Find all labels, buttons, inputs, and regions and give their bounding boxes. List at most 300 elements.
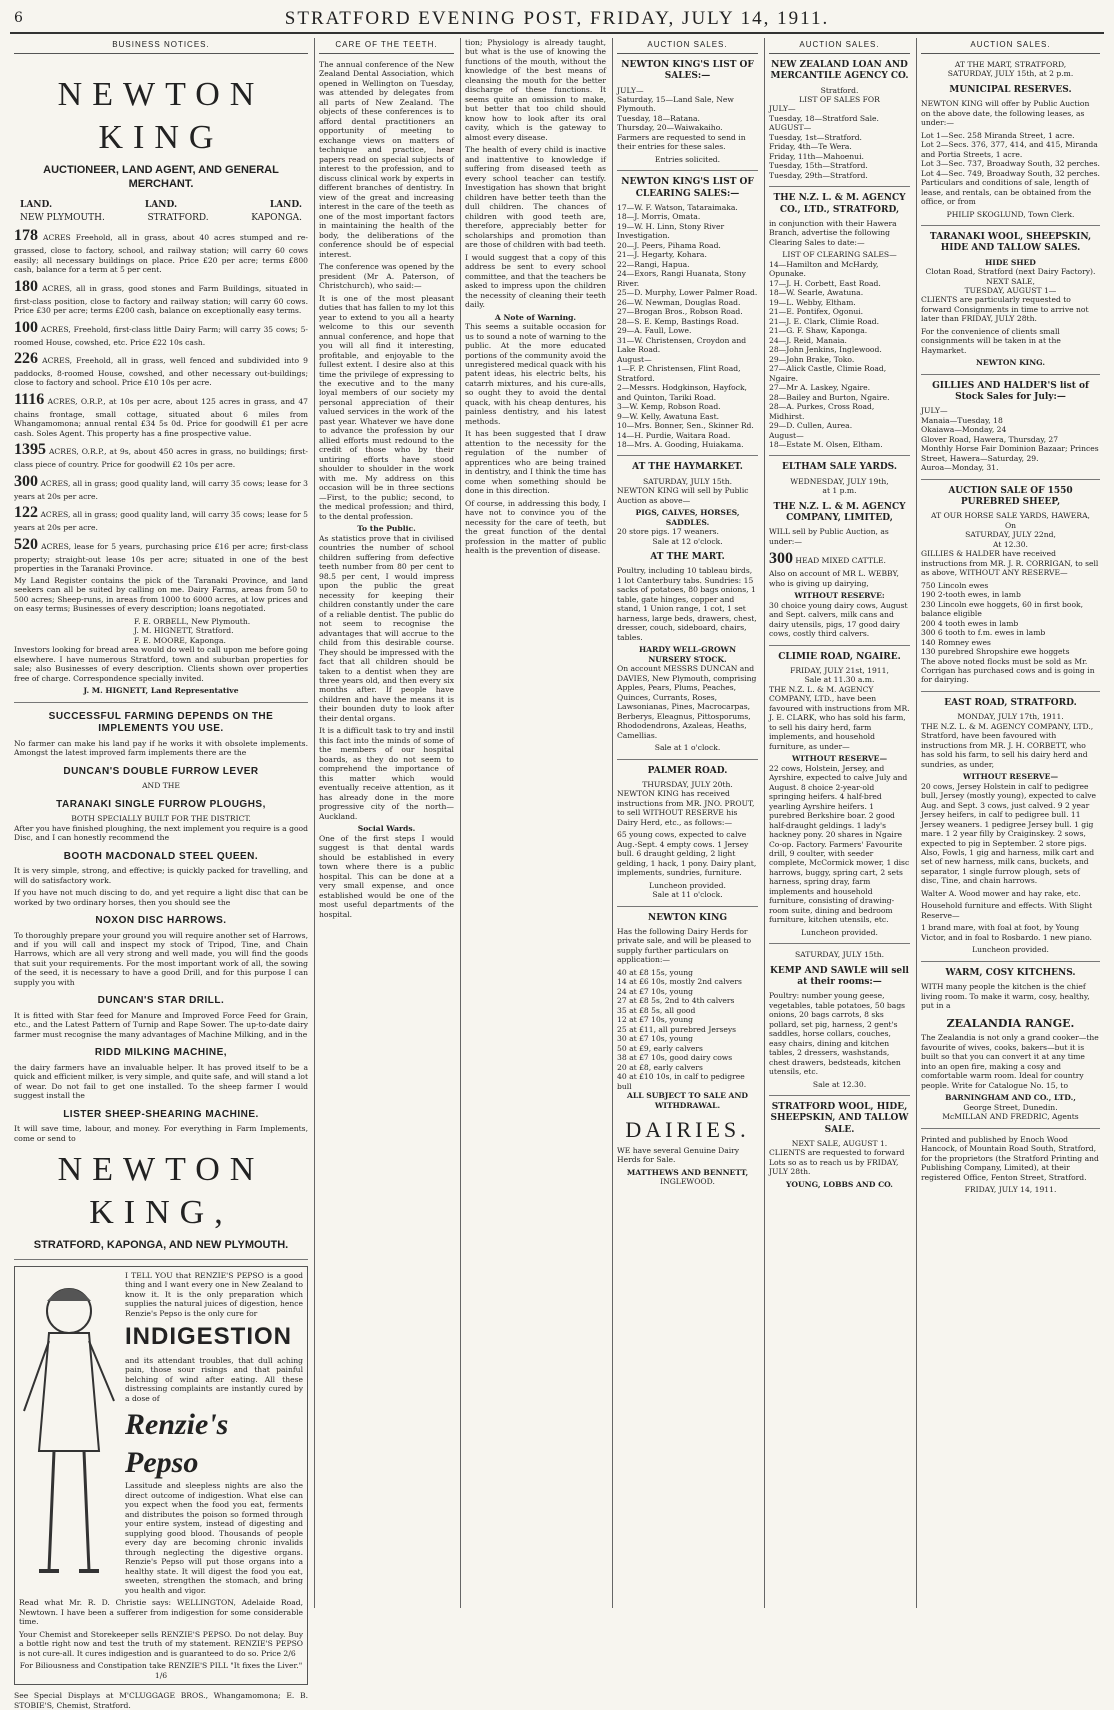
entries-solicited: Entries solicited.	[654, 154, 721, 164]
above-flocks-text: The above noted flocks must be sold as Mr. Corrigan has purchased cows and is going in for dairying.	[921, 656, 1095, 685]
kemp-sawle-heading: KEMP AND SAWLE will sell at their rooms:—	[770, 965, 909, 988]
divider	[14, 1259, 308, 1260]
star-drill-heading: DUNCAN'S STAR DRILL.	[97, 995, 225, 1007]
next-sale: NEXT SALE,	[986, 276, 1035, 286]
newton-king-footer-name: NEWTON KING,	[57, 1151, 265, 1231]
month-label: JULY—	[921, 406, 948, 416]
agent-line: F. E. MOORE, Kaponga.	[134, 635, 226, 645]
place-label: NEW PLYMOUTH.	[20, 212, 105, 223]
sale-line: Saturday, 15—Land Sale, New Plymouth.	[617, 94, 734, 114]
auction-sales-header: AUCTION SALES.	[617, 38, 758, 54]
sale-line: 21—J. Hegarty, Kohara.	[617, 250, 707, 260]
land-lot	[14, 277, 308, 316]
article-paragraph: tion; Physiology is already taught, but what is the use of knowing the functions of the mouth, without the knowledge of the best means of cleansing the mouth for the better discharge of these functions. It seems quite an omission to make, but better that too child should know how to look after its oral cavity, which is the gateway to almost every disease.	[465, 38, 606, 142]
divider	[617, 170, 758, 171]
article-paragraph: The health of every child is inactive and inattentive to knowledge if suffering from diseased teeth as every school teacher can testify. Investigation has shown that bright children have better teeth than the dull children. The chances of children with good teeth are, therefore, appreciably better for scholarships and promotion than are those of children with bad teeth.	[465, 145, 606, 250]
dairies-heading: DAIRIES.	[625, 1117, 750, 1143]
herd-line: 25 at £11, all purebred Jerseys	[617, 1024, 737, 1034]
nzlm-heading: THE N.Z. L. & M. AGENCY COMPANY, LIMITED,	[773, 501, 906, 523]
subject-note: ALL SUBJECT TO SALE AND WITHDRAWAL.	[627, 1091, 748, 1110]
sale-line: Tuesday, 29th—Stratford.	[769, 170, 868, 180]
lot-acres: 1116	[14, 390, 45, 408]
care-of-teeth-column	[314, 38, 458, 1608]
lot-acres: 180	[14, 277, 38, 295]
wool-sale-heading: STRATFORD WOOL, HIDE, SHEEPSKIN, AND TALLOW SALE.	[770, 1102, 909, 1135]
sale-line: Auroa—Monday, 31.	[921, 463, 999, 473]
article-paragraph: Of course, in addressing this body, I have not to convince you of the necessity for the care of teeth, but the great function of the dental profession in the matter of public health is the prevention of disease.	[465, 498, 606, 556]
divider	[14, 702, 308, 703]
lot-text: ACRES, all in grass; good quality land, will carry 35 cows; lease for 3 years at 20s per acre.	[14, 478, 308, 501]
nursery-text: On account MESSRS DUNCAN and DAVIES, New Plymouth, comprising Apples, Pears, Plums, Peaches, Quinces, Currants, Roses, Lawsonianas, Pines, Macrocarpas, Berberys, Eleagnus, Pittosporums, Rhododendrons, Azaleas, Heaths, Camellias.	[617, 664, 757, 740]
month-label: JULY—	[617, 85, 644, 95]
agents-list	[14, 617, 308, 645]
divider	[921, 691, 1100, 692]
divider	[769, 645, 910, 646]
places-row	[20, 213, 302, 224]
climie-heading: CLIMIE ROAD, NGAIRE.	[778, 651, 901, 662]
mart-heading: AT THE MART, STRATFORD,	[954, 60, 1067, 69]
cattle-line	[769, 549, 910, 569]
without-reserve: WITHOUT RESERVE—	[791, 754, 888, 764]
investors-text: Investors looking for bread area would do well to call upon me before going elsewhere. I have numerous Stratford, town and suburban properties for sale; also Businesses of every description. Clients shown over properties free of charge. Correspondence specially invited.	[14, 645, 308, 683]
sale-time: At 12.30.	[993, 539, 1028, 549]
month-label: JULY—	[769, 104, 796, 114]
herd-line: 24 at £7 10s, young	[617, 986, 694, 996]
indigestion-heading: INDIGESTION	[125, 1322, 293, 1350]
sale-date: MONDAY, JULY 17th, 1911.	[957, 712, 1064, 722]
sale-date: SATURDAY, JULY 15th.	[794, 950, 885, 960]
divider	[769, 186, 910, 187]
if-you-text: If you have not much discing to do, and yet require a light disc that can be worked by two ordinary horses, then you should see the	[14, 888, 308, 907]
sale-line: 21—E. Pontifex, Ogonui.	[769, 307, 864, 317]
sale-line: Monthly Horse Fair Dominion Bazaar; Princes Street, Hawera—Saturday, 29.	[921, 444, 1099, 463]
place-label: KAPONGA.	[251, 212, 302, 223]
sale-line: 29—John Brake, Toko.	[769, 354, 855, 364]
lot-text: ACRES, lease for 5 years, purchasing price £16 per acre; first-class property; straight-out lease 10s per acre; situated in one of the best properties in the Taranaki Province.	[14, 541, 308, 574]
luncheon-note: Luncheon provided.	[801, 927, 878, 937]
stratford-label: Stratford.	[820, 85, 859, 95]
month-label: August—	[617, 354, 652, 364]
divider	[617, 455, 758, 456]
inglewood: INGLEWOOD.	[660, 1177, 715, 1187]
sale-line: 20—J. Peers, Pihama Road.	[617, 240, 721, 250]
zealandia-text: The Zealandia is not only a grand cooker—the favourite of wives, cooks, bakers—but it is built so that you can convert it at any time into an open fire, making a cosy and comfortable warm room. Ideal for country people. Write for Catalogue No. 15, to	[921, 1033, 1099, 1090]
nursery-heading: HARDY WELL-GROWN NURSERY STOCK.	[638, 645, 737, 664]
land-lot	[14, 503, 308, 532]
kemp-text: Poultry: number young geese, vegetables, table potatoes, 50 bags onions, 20 bags carrots, 8 sks pollard, set pig, harness, 2 gent's saddles, horse collars, couches, easy chairs, dining and kitchen tables, 2 dressers, washstands, chest drawers, bedsteads, kitchen utensils, etc.	[769, 991, 906, 1077]
sale-line: 1—F. P. Christensen, Flint Road, Stratford.	[617, 364, 741, 383]
conditions-text: Particulars and conditions of sale, length of lease, and rentals, can be obtained from the office, or from	[921, 178, 1092, 207]
will-sell-text: WILL sell by Public Auction, as under:—	[769, 527, 889, 546]
sale-line: 21—G. F. Shaw, Kaponga.	[769, 326, 868, 336]
sale-line: 17—W. F. Watson, Tataraimaka.	[617, 202, 738, 212]
lot-acres: 300	[14, 472, 38, 490]
auction-sales-header: AUCTION SALES.	[769, 38, 910, 54]
herd-line: 40 at £10 10s, in calf to pedigree bull	[617, 1072, 745, 1091]
pepso-intro: I TELL YOU that RENZIE'S PEPSO is a good thing and I want every one in New Zealand to know it. It is the only preparation which supplies the natural juices of digestion, hence Renzie's Pepso is the only cure for	[125, 1270, 303, 1318]
to-the-public-heading: To the Public.	[357, 524, 416, 534]
sheep-line: 140 Romney ewes	[921, 637, 991, 647]
herd-line: 20 at £8, early calvers	[617, 1062, 703, 1072]
divider	[921, 1128, 1100, 1129]
newspaper-title: STRATFORD EVENING POST, FRIDAY, JULY 14, 1911.	[284, 8, 830, 29]
divider	[769, 1095, 910, 1096]
next-sale: NEXT SALE, AUGUST 1.	[791, 1138, 888, 1148]
land-lot	[14, 226, 308, 274]
nz-loan-heading: NEW ZEALAND LOAN AND MERCANTILE AGENCY CO.	[770, 60, 909, 82]
poultry-text: Poultry, including 10 tableau birds, 1 lot Canterbury tabs. Sundries: 15 sacks of potatoes, 80 bags onions, 1 table, gate hinges, copper and stand, 1 Union range, 1 cot, 1 set harness, large beds, drawers, chest, dresser, couch, sideboard, chairs, tables.	[617, 566, 757, 642]
land-lot	[14, 535, 308, 574]
pepso-letter: Read what Mr. R. D. Christie says: WELLINGTON, Adelaide Road, Newtown. I have been a sufferer from indigestion for some considerable time.	[19, 1598, 303, 1627]
nk-sales-list-title: NEWTON KING'S LIST OF SALES:—	[621, 60, 754, 82]
sale-line: 18—J. Morris, Omata.	[617, 212, 701, 222]
divider	[921, 961, 1100, 962]
auction-sales-header: AUCTION SALES.	[921, 38, 1100, 54]
nk-clearing-title: NEWTON KING'S LIST OF CLEARING SALES:—	[621, 177, 754, 199]
land-register-text: My Land Register contains the pick of the Taranaki Province, and land seekers can all be suited by calling on me. Dairy Farms, areas from 50 to 500 acres; Sheep-runs, in areas from 1000 to 6000 acres, at low prices and on easy terms; Businesses of every description; loans negotiated.	[14, 575, 308, 614]
imprint-date: FRIDAY, JULY 14, 1911.	[964, 1185, 1057, 1195]
stock-line: 20 store pigs. 17 weaners.	[617, 527, 719, 537]
brand-mare-text: 1 brand mare, with foal at foot, by Young Victor, and in foal to Rosbardo. 1 new piano.	[921, 923, 1092, 942]
sale-line: 24—J. Reid, Manaia.	[769, 335, 847, 345]
no-farmer-text: No farmer can make his land pay if he works it with obsolete implements. Amongst the latest improved farm implements there are the	[14, 738, 308, 758]
lot-text: ACRES, all in grass, good stones and Farm Buildings, situated in first-class position, close to factory and railway station; will carry 60 cows. Price £30 per acre; terms £200 cash, balance on exceptionally easy terms.	[14, 283, 308, 316]
lot-line: Lot 3—Sec. 737, Broadway South, 32 perches.	[921, 159, 1100, 169]
social-wards-heading: Social Wards.	[357, 824, 416, 834]
purebred-sheep-heading: AUCTION SALE OF 1550 PUREBRED SHEEP,	[948, 485, 1073, 507]
sale-line: 17—J. H. Corbett, East Road.	[769, 278, 881, 288]
after-ploughing-text: After you have finished ploughing, the next implement you require is a good Disc, and I can honestly recommend the	[14, 823, 308, 843]
sale-time: Sale at 12.30.	[812, 1079, 867, 1089]
land-lot	[14, 390, 308, 438]
noxon-heading: NOXON DISC HARROWS.	[95, 915, 227, 926]
land-representative: J. M. HIGNETT, Land Representative	[83, 686, 239, 696]
luncheon-note: Luncheon provided.	[649, 880, 726, 890]
place-label: STRATFORD.	[147, 212, 209, 223]
farmers-note: Farmers are requested to send in their entries for these sales.	[617, 132, 746, 152]
clearing-heading: LIST OF CLEARING SALES—	[782, 250, 897, 260]
note-of-warning-heading: A Note of Warning.	[494, 312, 577, 322]
sale-line: 18—Mrs. A. Gooding, Huiakama.	[617, 439, 744, 449]
sale-line: Okaiawa—Monday, 24	[921, 425, 1007, 435]
clark-text: 22 cows, Holstein, Jersey, and Ayrshire, expected to calve July and August. 8 choice 2-year-old springing heifers. 4 half-bred yearling Ayrshire heifers. 1 purebred Berkshire boar. 2 good half-draught geldings. 1 lady's hackney pony. 20 shares in Ngaire Co-op. Factory. Farmers' Favourite drill, 9 coulter, with seeder complete, McCormick mower, 1 disc harrows, buggy, spring cart, 2 sets harness, spring dray, farm implements and household furniture, consisting of drawing-room suite, dining and bedroom furniture, kitchen utensils, etc.	[769, 763, 910, 925]
corbett-text: 20 cows, Jersey Holstein in calf to pedigree bull, Jersey (mostly young), expected to calve Aug. and Sept. 3 cows, just calved. 9 2 year Jersey heifers, in calf to pedigree bull. 11 Jersey weaners. 1 pedigree Jersey bull. 1 gig mare. 1 2 year filly by Craiginskey. 2 sows, expected to pig in September. 2 store pigs. Also, Fowls, 1 gig and harness, milk cart and set of new harness, milk cans, buckets, and separator, 1 single furrow plough, sets of disc, Tine, and chain harrows.	[921, 781, 1097, 886]
palmer-road-heading: PALMER ROAD.	[647, 765, 728, 776]
land-lot	[14, 440, 308, 469]
business-notices-header: BUSINESS NOTICES.	[14, 38, 308, 54]
divider	[617, 759, 758, 760]
special-displays: See Special Displays at M'CLUGGAGE BROS., Whangamomona; E. B. STOBIE'S, Chemist, Stratford.	[14, 1691, 308, 1710]
sale-line: 14—H. Purdie, Waitara Road.	[617, 430, 731, 440]
without-reserve: WITHOUT RESERVE—	[962, 772, 1059, 782]
nk-offer-text: NEWTON KING will offer by Public Auction on the above date, the following leases, as under:—	[921, 99, 1090, 128]
sale-line: August—	[769, 430, 804, 440]
luncheon-note: Luncheon provided.	[972, 945, 1049, 955]
warm-text: WITH many people the kitchen is the chief living room. To make it warm, cosy, healthy, put in a	[921, 982, 1090, 1011]
herd-line: 50 at £9, early calvers	[617, 1043, 703, 1053]
ridd-text: the dairy farmers have an invaluable helper. It has proved itself to be a quick and efficient milker, is very simple, and quite safe, and will stand a lot of wear. Do not fail to get one installed. To the sheep farmer I would suggest install the	[14, 1062, 308, 1101]
page-number: 6	[14, 10, 23, 26]
sale-date: SATURDAY, JULY 22nd,	[965, 530, 1056, 540]
cattle-label: HEAD MIXED CATTLE.	[795, 556, 886, 566]
pepso-body: Lassitude and sleepless nights are also the direct outcome of indigestion. What else can you expect when the food you eat, ferments and distributes the poison so formed through your entire system, instead of digesting and supplying good blood. Thousands of people every day are becoming chronic invalids through neglecting the digestive organs. Renzie's Pepso will put those organs into a healthy state. It will digest the food you eat, sweeten, strengthen the stomach, and bring you health and vigor.	[125, 1481, 303, 1595]
sale-line: 22—Rangi, Hapua.	[617, 259, 690, 269]
and-the-text: AND THE	[142, 781, 180, 791]
newton-king-heading: NEWTON KING	[647, 912, 728, 923]
barningham: BARNINGHAM AND CO., LTD.,	[945, 1093, 1076, 1103]
masthead	[10, 8, 1104, 34]
article-paragraph: As statistics prove that in civilised countries the number of school children suffering from defective teeth number from 80 per cent to 98.5 per cent, I would impress upon the public the great necessity for keeping their children constantly under the care of a reliable dentist. The public do not seem to recognise the advantages that will accrue to the child from this desirable course. They should be impressed with the fact that all children should be taken to a dentist when they are three years old, and then every six months after. If people have children and have the means it is their bounden duty to look after their dental organs.	[319, 533, 454, 723]
article-paragraph: The annual conference of the New Zealand Dental Association, which opened in Wellington on Tuesday, was attended by delegates from all parts of New Zealand. The objects of these conferences is to afford dental practitioners an opportunity of meeting to exchange views on matters of technique and practice, hear papers read on special subjects of interest to the profession, and to discuss clinical work by experts in different branches of dentistry. In view of the great and increasing interest in the care of the teeth as one of the most important factors in maintaining the health of the body, the deliberations of the conference should be of especial interest.	[319, 60, 454, 259]
sheep-line: 200 4 tooth ewes in lamb	[921, 618, 1019, 628]
star-drill-text: It is fitted with Star feed for Manure and Improved Force Feed for Grain, etc., and the Latest Pattern of Turnip and Rape Sower. The up-to-date dairy farmer must recognise the many advantages of Machine Milking, and in the	[14, 1010, 308, 1039]
sale-line: 27—Alick Castle, Climie Road, Ngaire.	[769, 364, 887, 383]
herd-line: 30 at £7 10s, young	[617, 1034, 694, 1044]
cattle-count: 300	[769, 550, 793, 568]
matthews-bennett: MATTHEWS AND BENNETT,	[626, 1167, 749, 1177]
sale-line: 18—Estate M. Olsen, Eltham.	[769, 439, 883, 449]
herd-line: 12 at £7 10s, young	[617, 1015, 694, 1025]
sale-time: Sale at 1 o'clock.	[654, 743, 721, 753]
lot-text: ACRES, all in grass; good quality land, will carry 35 cows; lease for 5 years at 20s per acre.	[14, 510, 308, 533]
sale-line: 21—J. E. Clark, Climie Road.	[769, 316, 880, 326]
lot-acres: 100	[14, 318, 38, 336]
article-paragraph: It has been suggested that I draw attention to the necessity for the regulation of the number of apprentices who are being trained in dentistry, and I think the time has come when something should be done in this direction.	[465, 429, 606, 496]
divider	[921, 225, 1100, 226]
sale-line: 3—W. Kemp, Robson Road.	[617, 402, 721, 412]
lot-text: ACRES, O.R.P., at 9s, about 450 acres in grass, no buildings; first-class piece of country. Price for goodwill £2 10s per acre.	[14, 447, 308, 470]
gillies-halder-text: GILLIES & HALDER have received instructions from MR. J. R. CORRIGAN, to sell as above, WITHOUT ANY RESERVE—	[921, 549, 1099, 578]
man-illustration	[19, 1271, 119, 1591]
gillies-heading: GILLIES AND HALDER'S list of Stock Sales for July:—	[932, 380, 1089, 403]
on-label: On	[1004, 520, 1017, 530]
sale-line: Tuesday, 1st—Stratford.	[769, 132, 862, 142]
article-paragraph: The conference was opened by the president (Mr A. Paterson, of Christchurch), who said:—	[319, 262, 454, 291]
convenience-text: For the convenience of clients small consignments will be taken in at the Haymarket.	[921, 326, 1061, 355]
sheep-line: 190 2-tooth ewes, in lamb	[921, 590, 1021, 600]
nk-auction-text: NEWTON KING will sell by Public Auction as above—	[617, 486, 749, 505]
newton-king-sign: NEWTON KING.	[975, 358, 1046, 368]
sale-time: Sale at 12 o'clock.	[652, 536, 723, 546]
lot-text: ACRES Freehold, all in grass, about 40 acres stumped and re-grassed, close to factory, school, and railway station; will carry 60 cows easily; all necessary buildings on place. Price £20 per acre; terms £800 cash, balance for a term at 5 per cent.	[14, 233, 308, 275]
business-notices-column	[10, 38, 312, 1710]
renzies-pepso-ad	[14, 1266, 308, 1686]
clotan-road: Clotan Road, Stratford (next Dairy Factory).	[925, 267, 1096, 277]
ridd-heading: RIDD MILKING MACHINE,	[94, 1047, 228, 1059]
land-lot	[14, 318, 308, 347]
sale-line: 9—W. Kelly, Awatuna East.	[617, 411, 720, 421]
sale-line: 10—Mrs. Bonner, Sen., Skinner Rd.	[617, 421, 754, 431]
lot-acres: 520	[14, 535, 38, 553]
built-text: BOTH SPECIALLY BUILT FOR THE DISTRICT.	[71, 814, 251, 824]
sale-date: TUESDAY, AUGUST 1—	[964, 285, 1057, 295]
lot-line: Lot 1—Sec. 258 Miranda Street, 1 acre.	[921, 130, 1075, 140]
pepso-close: Your Chemist and Storekeeper sells RENZIE'S PEPSO. Do not delay. Buy a bottle right now and test the truth of my statement. RENZIE'S PEPSO is not cure-all. It cures indigestion and is guaranteed to do so. Price 2/6	[19, 1629, 303, 1658]
sale-line: 2—Messrs. Hodgkinson, Hayfock, and Quinton, Tariki Road.	[617, 383, 747, 402]
herd-line: 40 at £8 15s, young	[617, 967, 694, 977]
webby-text: 30 choice young dairy cows, August and Sept. calvers, milk cans and dairy utensils, pigs, 17 good dairy cows, costly third calvers.	[769, 600, 908, 639]
sale-date: SATURDAY, JULY 15th.	[642, 476, 733, 486]
agent-line: J. M. HIGNETT, Stratford.	[134, 626, 234, 636]
article-paragraph: This seems a suitable occasion for us to sound a note of warning to the public. At the more educated portions of the community avoid the unregistered medical quack with his patent ideas, his electric belts, his catarrh mixtures, and his cure-alls, so ought they to avoid the dental quack, with his cheap dentures, his painless dentistry, and his latest methods.	[465, 322, 606, 426]
sale-date: THURSDAY, JULY 20th.	[642, 779, 733, 789]
article-paragraph: It is a difficult task to try and instil this fact into the minds of some of the members of our hospital boards, as they do not seem to comprehend the importance of this matter which would eventually receive attention, as it has already done in the more progressive city of the north—Auckland.	[319, 726, 454, 821]
sale-line: 14—Hamilton and McHardy, Opunake.	[769, 259, 879, 279]
account-text: Also on account of MR L. WEBBY, who is giving up dairying,	[769, 569, 899, 588]
sale-time: Sale at 11 o'clock.	[652, 890, 723, 900]
zealandia-heading: ZEALANDIA RANGE.	[946, 1016, 1075, 1030]
sale-line: 19—W. H. Linn, Stony River Investigation.	[617, 221, 725, 241]
sale-line: Manaia—Tuesday, 18	[921, 415, 1003, 425]
sale-line: Thursday, 20—Waiwakaiho.	[617, 123, 723, 133]
taranaki-ploughs-heading: TARANAKI SINGLE FURROW PLOUGHS,	[56, 798, 266, 810]
article-paragraph: One of the first steps I would suggest is that dental wards should be established in every town where there is a public hospital. This can be done at a very small expense, and once established would be one of the most useful departments of the hospital.	[319, 833, 454, 919]
sheep-line: 750 Lincoln ewes	[921, 580, 989, 590]
article-paragraph: It is one of the most pleasant duties that has fallen to my lot this year to extend to you all a hearty welcome to this our seventh annual conference, and hope that you will all find it interesting, profitable, and enjoyable to the fullest extent. I desire also at this time the privilege of expressing to the executive and to the many loyal members of our society my personal appreciation of their valued services in the work of the past year. Whatever we have done to advance the profession by our allied efforts must redound to the credit of those who by their untiring efforts have stood shoulder to shoulder in the work with me. My address on this occasion will be in three sections—First, to the public; second, to the medical profession; and third, to the dental profession.	[319, 293, 454, 521]
sale-line: 31—W. Christensen, Croydon and Lake Road.	[617, 335, 747, 355]
sale-line: 28—A. Purkes, Cross Road, Midhirst.	[769, 402, 875, 421]
simple-text: It is very simple, strong, and effective; is quickly packed for travelling, and will do satisfactory work.	[14, 866, 308, 885]
land-label: LAND.	[269, 199, 302, 210]
sale-line: 27—Brogan Bros., Robson Road.	[617, 307, 743, 317]
land-lot	[14, 472, 308, 501]
sale-line: Friday, 11th—Mahoenui.	[769, 151, 864, 161]
lot-acres: 1395	[14, 441, 46, 459]
town-clerk: PHILIP SKOGLUND, Town Clerk.	[946, 209, 1075, 219]
lot-text: ACRES, Freehold, first-class little Dairy Farm; will carry 35 cows; 5-roomed House, cowshed, etc. Price £22 10s cash.	[14, 324, 308, 347]
walter-wood-text: Walter A. Wood mower and hay rake, etc.	[921, 888, 1081, 898]
sale-yards: AT OUR HORSE SALE YARDS, HAWERA,	[931, 511, 1090, 521]
imprint-text: Printed and published by Enoch Wood Hancock, of Mountain Road South, Stratford, for the proprietors (the Stratford Printing and Publishing Company, Limited), at their registered Office, Fenton Street, Stratford.	[921, 1134, 1099, 1182]
auction-sales-column-3	[916, 38, 1104, 1608]
sale-line: 24—Exors, Rangi Huanata, Stony River.	[617, 269, 746, 288]
sale-line: 18—W. Searle, Awatuna.	[769, 288, 864, 298]
sale-line: 26—W. Newman, Douglas Road.	[617, 297, 741, 307]
george-street: George Street, Dunedin.	[963, 1102, 1058, 1112]
lister-text: It will save time, labour, and money. For everything in Farm Implements, come or send to	[14, 1124, 308, 1143]
sale-line: 29—A. Faull, Lowe.	[617, 326, 692, 336]
sale-date: SATURDAY, JULY 15th, at 2 p.m.	[947, 69, 1074, 79]
divider	[921, 479, 1100, 480]
sale-line: 19—L. Webby, Eltham.	[769, 297, 856, 307]
nk-instructions-text: NEWTON KING has received instructions from MR. JNO. PROUT, to sell WITHOUT RESERVE his Dairy Herd, etc., as follows:—	[617, 789, 755, 827]
eltham-heading: ELTHAM SALE YARDS.	[782, 462, 897, 473]
land-lot	[14, 349, 308, 388]
herd-line: 35 at £8 5s, all good	[617, 1005, 696, 1015]
municipal-heading: MUNICIPAL RESERVES.	[949, 84, 1072, 95]
warm-kitchens-heading: WARM, COSY KITCHENS.	[945, 967, 1076, 978]
auction-sales-column-2	[764, 38, 914, 1608]
land-label: LAND.	[20, 199, 53, 210]
agents-line: McMILLAN AND FREDRIC, Agents	[942, 1112, 1079, 1122]
lot-acres: 226	[14, 350, 38, 367]
sale-line: Tuesday, 18—Stratford Sale.	[769, 113, 879, 123]
sale-time: at 1 p.m.	[822, 486, 857, 496]
pepso-text: and its attendant troubles, that dull aching pain, those sour risings and that painful belching of wind after eating. All these distressing complaints are instantly cured by a dose of	[125, 1355, 303, 1403]
herd-line: 27 at £8 5s, 2nd to 4th calvers	[617, 996, 735, 1006]
land-row	[20, 200, 302, 211]
sale-date: WEDNESDAY, JULY 19th,	[790, 476, 889, 486]
land-label: LAND.	[144, 199, 178, 210]
hide-shed: HIDE SHED	[985, 257, 1036, 267]
household-text: Household furniture and effects. With Slight Reserve—	[921, 901, 1093, 920]
duncan-lever-heading: DUNCAN'S DOUBLE FURROW LEVER	[63, 765, 259, 777]
harrows-text: To thoroughly prepare your ground you will require another set of Harrows, and if you will call and inspect my stock of Tripod, Tine, and Chain Harrows, which are all very strong and well made, you will find the goods that suit your requirements. For the most important work of all, the sowing of the seed, it is necessary to have a good Drill, and for this purpose I can supply you with	[14, 930, 308, 987]
without-reserve: WITHOUT RESERVE:	[794, 591, 885, 601]
dairies-text: WE have several Genuine Dairy Herds for Sale.	[617, 1145, 740, 1165]
sale-line: Tuesday, 18—Ratana.	[617, 113, 700, 123]
booth-macdonald-heading: BOOTH MACDONALD STEEL QUEEN.	[63, 850, 259, 862]
divider	[617, 906, 758, 907]
sale-line: 27—Mr A. Laskey, Ngaire.	[769, 383, 871, 393]
sale-line: Tuesday, 15th—Stratford.	[769, 161, 868, 171]
taranaki-wool-heading: TARANAKI WOOL, SHEEPSKIN, HIDE AND TALLOW SALES.	[929, 232, 1092, 254]
pepso-liver: For Biliousness and Constipation take RENZIE'S PILL "It fixes the Liver." 1/6	[19, 1661, 303, 1680]
nzlm-text: THE N.Z. L. & M. AGENCY COMPANY, LTD., Stratford, have been favoured with instructions from MR. J. H. CORBETT, who has sold his farm, to sell his dairy herd and sundries, as under,	[921, 721, 1094, 769]
sale-line: 28—Bailey and Burton, Ngaire.	[769, 392, 890, 402]
newton-king-footer-places: STRATFORD, KAPONGA, AND NEW PLYMOUTH.	[33, 1239, 289, 1252]
renzies-pepso-brand: Renzie's Pepso	[125, 1408, 229, 1479]
haymarket-heading: AT THE HAYMARKET.	[632, 462, 743, 473]
lot-text: ACRES, O.R.P., at 10s per acre, about 125 acres in grass, and 47 chains frontage, small cottage, situated about 6 miles from Whangamomona; annual rental £34 5s 0d. Price for goodwill £1 per acre cash. Soles Agent. This property has a fine prospective value.	[14, 396, 308, 438]
care-of-teeth-header: CARE OF THE TEETH.	[319, 38, 454, 54]
at-the-mart-heading: AT THE MART.	[650, 552, 725, 563]
lot-acres: 178	[14, 227, 38, 245]
lot-acres: 122	[14, 504, 38, 522]
auction-sales-column-1	[612, 38, 762, 1608]
article-paragraph: I would suggest that a copy of this address be sent to every school committee, and that the teachers be asked to impress upon the children the necessity of cleaning their teeth daily.	[465, 252, 606, 310]
sale-line: Friday, 4th—Te Wera.	[769, 142, 852, 152]
pigs-heading: PIGS, CALVES, HORSES, SADDLES.	[635, 508, 740, 527]
sale-date: FRIDAY, JULY 21st, 1911,	[790, 665, 889, 675]
newton-king-role: AUCTIONEER, LAND AGENT, AND GENERAL MERCHANT.	[43, 164, 279, 191]
herds-text: Has the following Dairy Herds for private sale, and will be pleased to supply further particulars on application:—	[617, 926, 752, 965]
sheep-line: 230 Lincoln ewe hoggets, 60 in first book, balance eligible	[921, 599, 1084, 619]
sheep-line: 300 6 tooth to f.m. ewes in lamb	[921, 628, 1046, 638]
divider	[921, 374, 1100, 375]
sale-line: Glover Road, Hawera, Thursday, 27	[921, 434, 1059, 444]
sale-line: AUGUST—	[769, 123, 812, 133]
nzlm-text: THE N.Z. L. & M. AGENCY COMPANY, LTD., have been favoured with instructions from MR. J. E. CLARK, who has sold his farm, to sell his dairy herd, farm implements, and household furniture, as under—	[769, 684, 910, 751]
herd-text: 65 young cows, expected to calve Aug.-Sept. 4 empty cows. 1 Jersey bull. 6 draught gelding, 2 light gelding, 1 hack, 1 pony. Dairy plant, implements, sundries, furniture.	[617, 830, 757, 878]
sale-line: 25—D. Murphy, Lower Palmer Road.	[617, 288, 758, 298]
herd-line: 14 at £6 10s, mostly 2nd calvers	[617, 977, 742, 987]
nzlm-heading: THE N.Z. L. & M. AGENCY CO., LTD., STRATFORD,	[773, 193, 906, 215]
divider	[769, 455, 910, 456]
successful-farming-heading: SUCCESSFUL FARMING DEPENDS ON THE IMPLEMENTS YOU USE.	[48, 710, 274, 735]
newton-king-ad	[14, 74, 308, 696]
divider	[769, 943, 910, 944]
sheep-line: 130 purebred Shropshire ewe hoggets	[921, 647, 1070, 657]
sale-line: 28—John Jenkins, Inglewood.	[769, 345, 882, 355]
lot-text: ACRES, Freehold, all in grass, well fenced and subdivided into 9 paddocks, 8-roomed House, cowshed, and other necessary out-buildings; close to factory and school. Price £10 10s per acre.	[14, 356, 308, 388]
article-continuation-column	[460, 38, 610, 1608]
lister-heading: LISTER SHEEP-SHEARING MACHINE.	[63, 1108, 259, 1120]
nzlm-text: in conjunction with their Hawera Branch, advertise the following Clearing Sales to date:—	[769, 218, 897, 247]
clients-text: CLIENTS are requested to forward Lots so as to reach us by FRIDAY, JULY 28th.	[769, 1148, 905, 1177]
lot-line: Lot 4—Sec. 749, Broadway South, 32 perches.	[921, 168, 1100, 178]
sale-line: 29—D. Cullen, Aurea.	[769, 421, 853, 431]
east-road-heading: EAST ROAD, STRATFORD.	[944, 697, 1077, 708]
clients-text: CLIENTS are particularly requested to forward Consignments in time to arrive not later than FRIDAY, JULY 28th.	[921, 295, 1089, 324]
sale-line: 28—S. E. Kemp, Bastings Road.	[617, 316, 739, 326]
newton-king-name: NEWTON KING	[57, 76, 265, 156]
list-of-sales: LIST OF SALES FOR	[799, 94, 880, 104]
sale-time: Sale at 11.30 a.m.	[804, 675, 875, 685]
lot-line: Lot 2—Secs. 376, 377, 414, and 415, Miranda and Portia Streets, 1 acre.	[921, 140, 1098, 159]
young-lobbs: YOUNG, LOBBS AND CO.	[786, 1179, 893, 1189]
herd-line: 38 at £7 10s, good dairy cows	[617, 1053, 733, 1063]
